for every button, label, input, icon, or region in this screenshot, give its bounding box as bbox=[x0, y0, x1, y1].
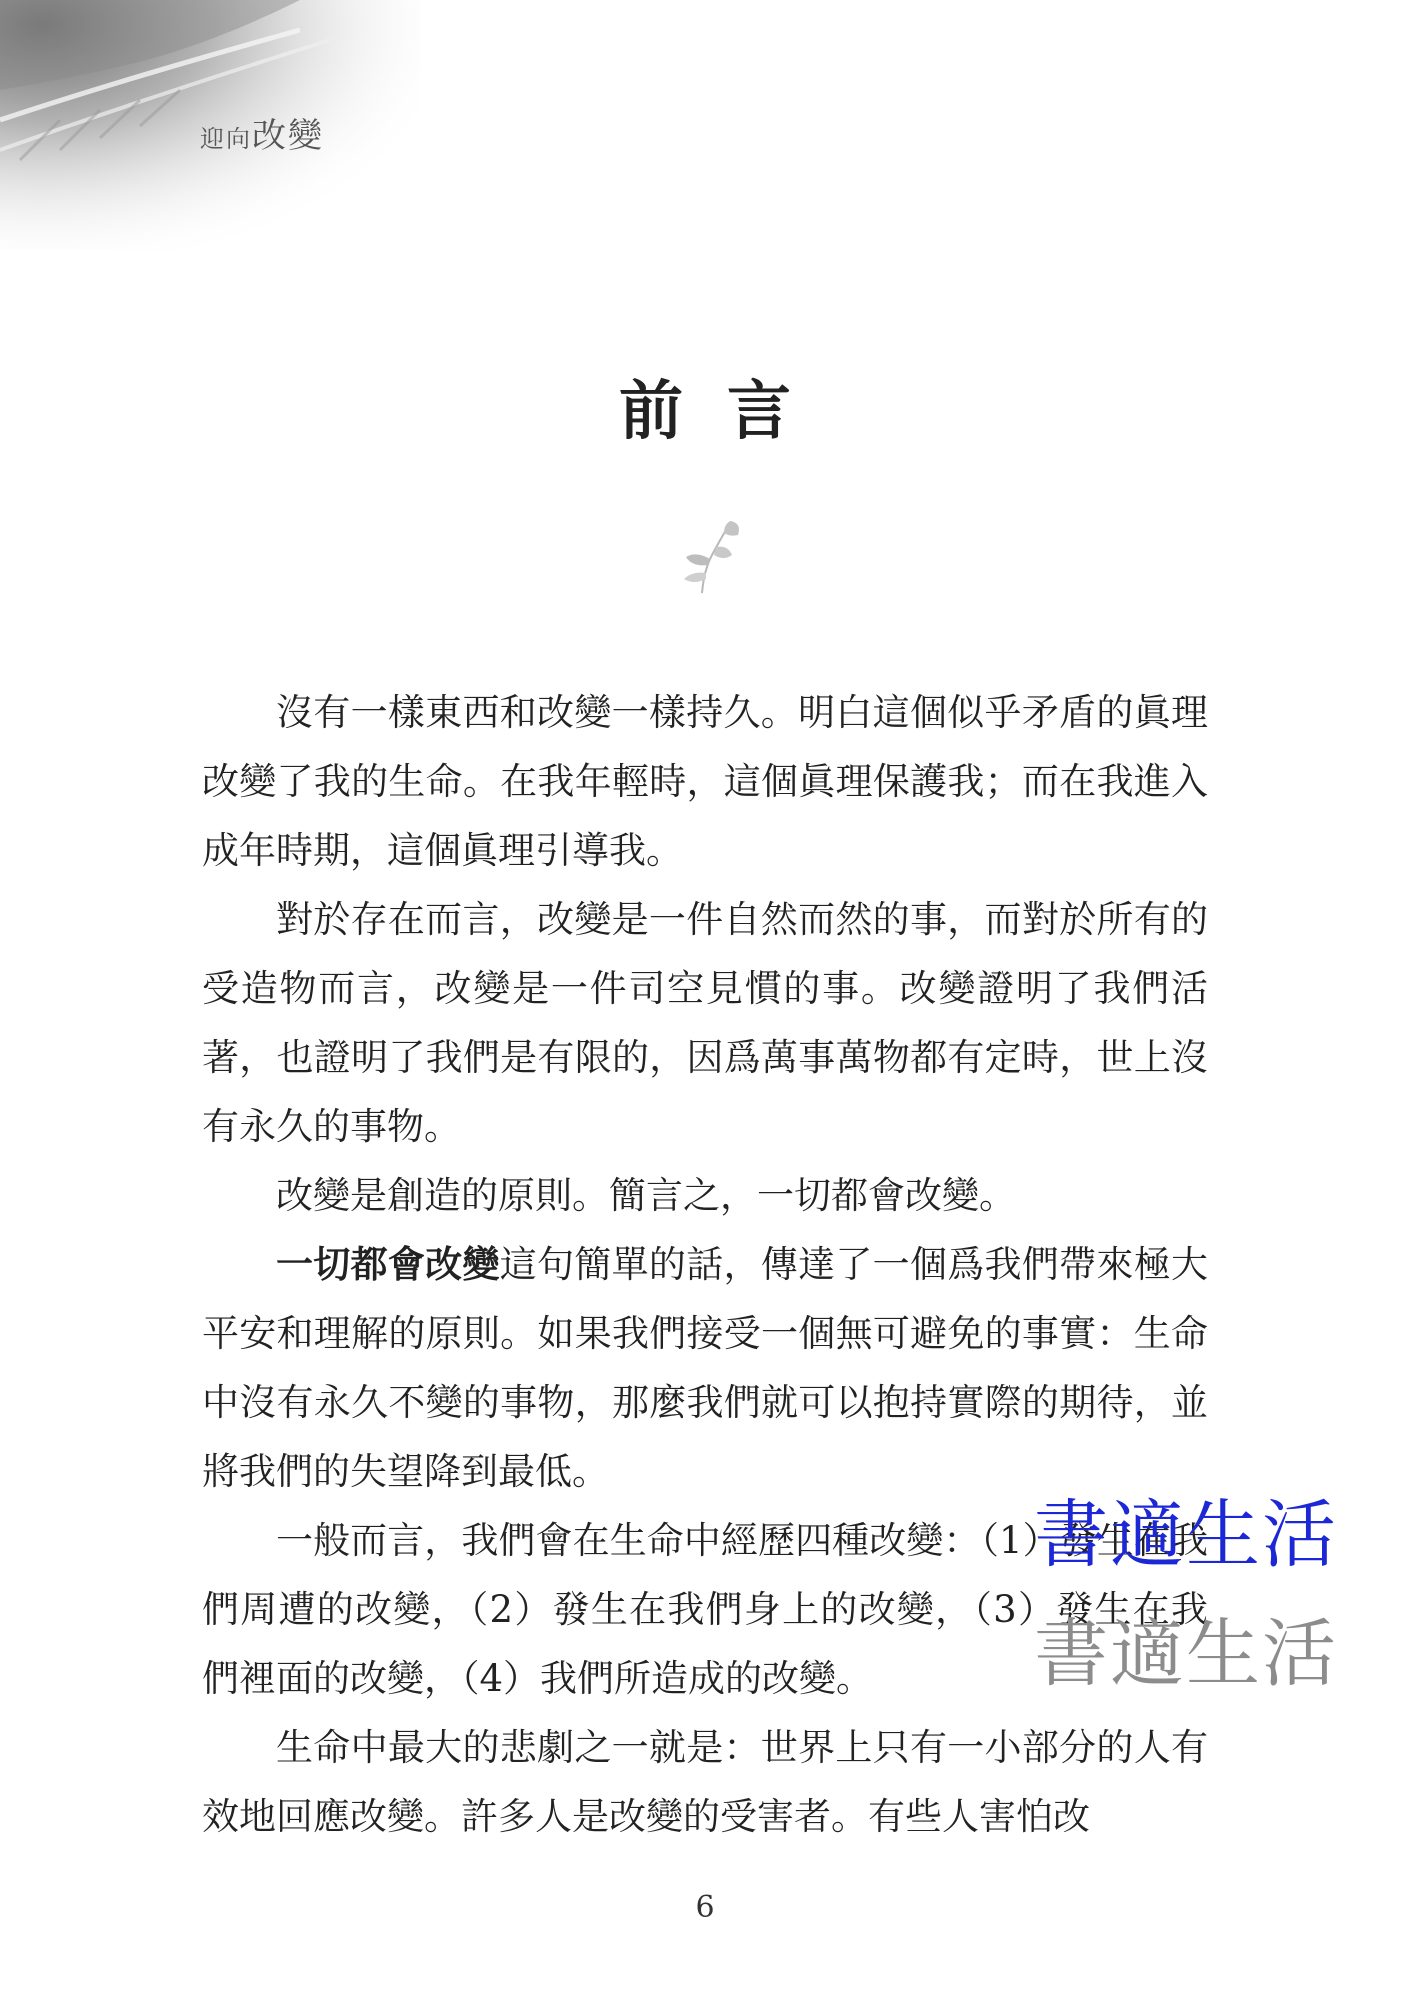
paragraph: 一般而言，我們會在生命中經歷四種改變：（1）發生在我們周遭的改變，（2）發生在我們身上的改變，（3）發生在我們裡面的改變，（4）我們所造成的改變。 bbox=[202, 1519, 1208, 1700]
paragraph-text: 這句簡單的話，傳達了一個爲我們帶來極大平安和理解的原則。如果我們接受一個無可避免的事實：生命中沒有永久不變的事物，那麼我們就可以抱持實際的期待，並將我們的失望降到最低。 bbox=[202, 1243, 1208, 1493]
page-number: 6 bbox=[695, 1890, 715, 1925]
emphasis-phrase: 一切都會改變 bbox=[276, 1243, 500, 1286]
paragraph: 改變是創造的原則。簡言之，一切都會改變。 bbox=[276, 1174, 1016, 1217]
paragraph: 沒有一樣東西和改變一樣持久。明白這個似乎矛盾的眞理改變了我的生命。在我年輕時，這個眞理保護我；而在我進入成年時期，這個眞理引導我。 bbox=[202, 691, 1208, 872]
paragraph: 生命中最大的悲劇之一就是：世界上只有一小部分的人有效地回應改變。許多人是改變的受害者。有些人害怕改 bbox=[202, 1726, 1208, 1838]
running-header bbox=[200, 108, 324, 157]
watermark-primary: 書適生活 bbox=[1034, 1492, 1338, 1578]
leaf-sprig-icon bbox=[672, 515, 742, 595]
watermark-secondary: 書適生活 bbox=[1034, 1611, 1338, 1697]
running-header-small: 迎向 bbox=[200, 125, 252, 153]
paragraph: 對於存在而言，改變是一件自然而然的事，而對於所有的受造物而言，改變是一件司空見慣的事。改變證明了我們活著，也證明了我們是有限的，因爲萬事萬物都有定時，世上沒有永久的事物。 bbox=[202, 898, 1208, 1148]
running-header-large: 改變 bbox=[252, 116, 324, 156]
page-title: 前言 bbox=[619, 374, 835, 449]
paragraph-with-emphasis bbox=[202, 1230, 1208, 1506]
